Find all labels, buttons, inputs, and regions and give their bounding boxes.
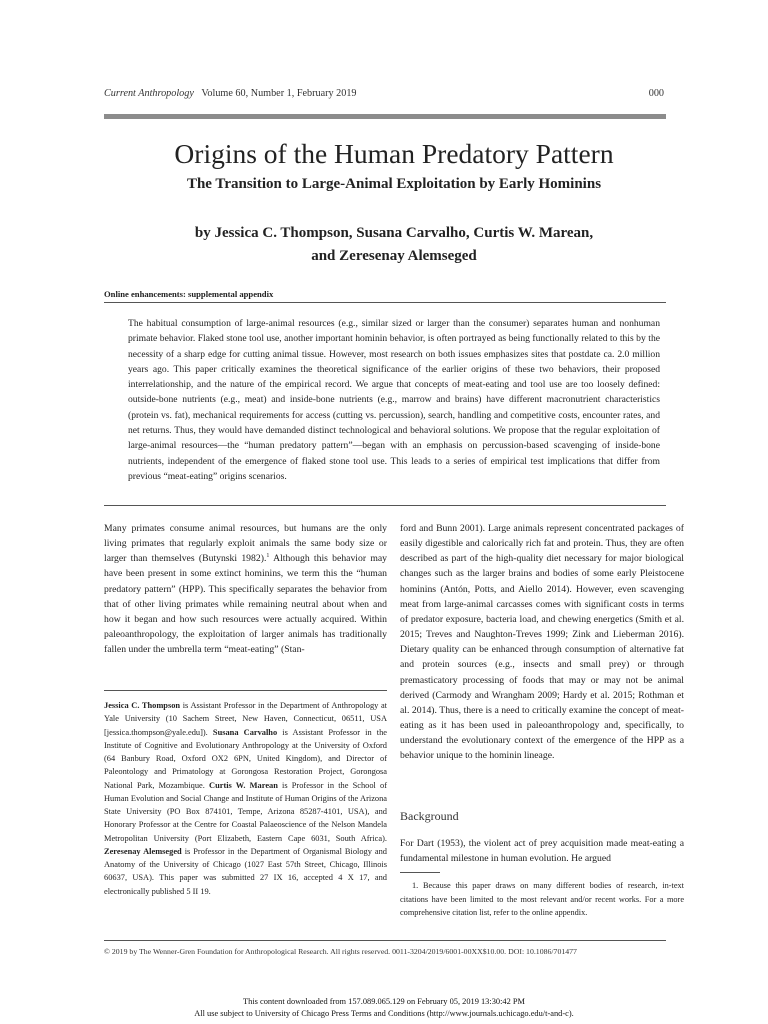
- body-left-text-b: Although this behavior may have been present in some extinct hominins, we term this the “human predatory pattern” (HPP). This specifically separates the behavior from that of other living primates while remaining neutral about when and how it began and how such resources were actually acquired. Within paleoanthropology, the exploitation of larger animals has traditionally fallen under the umbrella term “meat-eating” (Stan-: [104, 553, 387, 656]
- affiliation-name-1: Jessica C. Thompson: [104, 701, 181, 710]
- abstract: The habitual consumption of large-animal resources (e.g., similar sized or larger than the consumer) separates human and nonhuman primate behavior. Flaked stone tool use, another important hominin behavior, is often portrayed as being functionally related to this by the necessity of a sharp edge for cutting animal tissue. However, most research on both issues emphasizes sites that postdate ca. 2.0 million years ago. This paper critically examines the theoretical significance of the earlier origins of these two behaviors, their proposed interrelationship, and the nature of the empirical record. We argue that concepts of meat-eating and tool use are too loosely defined: outside-bone nutrients (e.g., meat) and inside-bone nutrients (e.g., marrow and brains) have different macronutrient characteristics (protein vs. fat), mechanical requirements for access (cutting vs. percussion), search, handling and competitive costs, encounter rates, and net returns. Thus, they would have demanded distinct technological and behavioral solutions. We propose that the regular exploitation of large-animal resources—the “human predatory pattern”—began with an emphasis on percussion-based scavenging of inside-bone nutrients, independent of the emergence of flaked stone tool use. This leads to a series of empirical test implications that differ from previous “meat-eating” origins scenarios.: [128, 318, 660, 482]
- copyright-line: © 2019 by The Wenner-Gren Foundation for Anthropological Research. All rights reserved. 0011-3204/2019/6001-00XX$10.00. DOI: 10.1086/701477: [104, 947, 577, 956]
- affiliation-text-2: is Assistant Professor in the Institute of Cognitive and Evolutionary Anthropology at the University of Oxford (64 Banbury Road, Oxford OX2 6PN, United Kingdom), and Director of Paleontology and Primatology at Gorongosa Restoration Project, Gorongosa National Park, Mozambique.: [104, 727, 388, 790]
- footnote-marker: 1: [266, 553, 270, 560]
- journal-name: Current Anthropology: [104, 88, 194, 99]
- affiliation-name-4: Zeresenay Alemseged: [104, 846, 182, 856]
- footnote: 1. Because this paper draws on many different bodies of research, in-text citations have been limited to the most relevant and/or recent works. For a more comprehensive citation list, refer to the online appendix.: [400, 881, 684, 917]
- affiliation-name-2: Susana Carvalho: [212, 727, 278, 737]
- body-column-right: ford and Bunn 2001). Large animals represent concentrated packages of easily digestible and calorically rich fat and protein. Thus, they are often described as part of the high-quality diet necessary for major biological changes such as the larger brains and bodies of some early Pleistocene hominins (Antón, Potts, and Aiello 2014). However, even scavenging meat from large-animal carcasses comes with significant costs in terms of predator exposure, bacteria load, and chewing energetics (Smith et al. 2015; Treves and Naughton-Treves 1999; Zink and Lieberman 2016). Dietary quality can be enhanced through consumption of alternative fat and protein sources (e.g., insects and small prey) or through premasticatory processing of foods that may or may not be animal derived (Carmody and Wrangham 2009; Hardy et al. 2015; Rothman et al. 2014). Thus, there is a need to critically examine the concept of meat-eating as it has been used in paleoanthropology and, specifically, to understand the evolutionary context of the emergence of the HPP as a behavior unique to the hominin lineage.: [400, 523, 684, 762]
- author-line-1: by Jessica C. Thompson, Susana Carvalho, Curtis W. Marean,: [194, 225, 594, 241]
- copyright-rule: [104, 940, 666, 941]
- author-line-2: and Zeresenay Alemseged: [311, 248, 477, 264]
- background-paragraph: For Dart (1953), the violent act of prey acquisition made meat-eating a fundamental milestone in human evolution. He argued: [400, 838, 684, 865]
- download-info: This content downloaded from 157.089.065.129 on February 05, 2019 13:30:42 PM: [243, 997, 525, 1006]
- affiliation-rule: [104, 690, 387, 691]
- online-enhancements-note: Online enhancements: supplemental appendix: [104, 289, 274, 299]
- footnote-rule: [400, 872, 440, 873]
- article-subtitle: The Transition to Large-Animal Exploitation by Early Hominins: [186, 176, 602, 192]
- abstract-bottom-rule: [104, 505, 666, 506]
- running-header: [104, 88, 664, 106]
- author-list: [104, 222, 684, 268]
- body-column-left: [104, 521, 387, 657]
- affiliation-name-3: Curtis W. Marean: [209, 780, 278, 790]
- page-number: 000: [648, 88, 664, 99]
- section-heading-background: Background: [400, 809, 459, 823]
- affiliation-text-1: is Assistant Professor in the Department of Anthropology at Yale University (10 Sachem Street, New Haven, Connecticut, 06511, USA [jessica.thompson@yale.edu]).: [104, 701, 387, 737]
- abstract-top-rule: [104, 302, 666, 303]
- terms-of-use: All use subject to University of Chicago Press Terms and Conditions (http://www.journals.uchicago.edu/t-and-c).: [194, 1008, 574, 1018]
- download-notice: [0, 996, 768, 1019]
- affiliation-text-3: is Professor in the School of Human Evolution and Social Change and Institute of Human Origins of the Arizona State University (PO Box 874101, Tempe, Arizona 85287-4101, USA), and Honorary Professor at the Centre for Coastal Palaeoscience of the Nelson Mandela Metropolitan University (Port Elizabeth, Eastern Cape 6031, South Africa).: [104, 780, 387, 843]
- affiliation-text-4: is Professor in the Department of Organismal Biology and Anatomy of the University of Chicago (1027 East 57th Street, Chicago, Illinois 60637, USA). This paper was submitted 27 IX 16, accepted 4 X 17, and electronically published 5 II 19.: [104, 846, 387, 896]
- header-rule: [104, 114, 666, 119]
- body-left-text-a: Many primates consume animal resources, but humans are the only living primates that regularly exploit animals the same body size or larger than themselves (Butynski 1982).: [104, 523, 387, 565]
- article-title: Origins of the Human Predatory Pattern: [174, 138, 614, 169]
- issue-info: Volume 60, Number 1, February 2019: [201, 88, 357, 99]
- header-citation: [104, 88, 357, 99]
- author-affiliations: [104, 699, 387, 898]
